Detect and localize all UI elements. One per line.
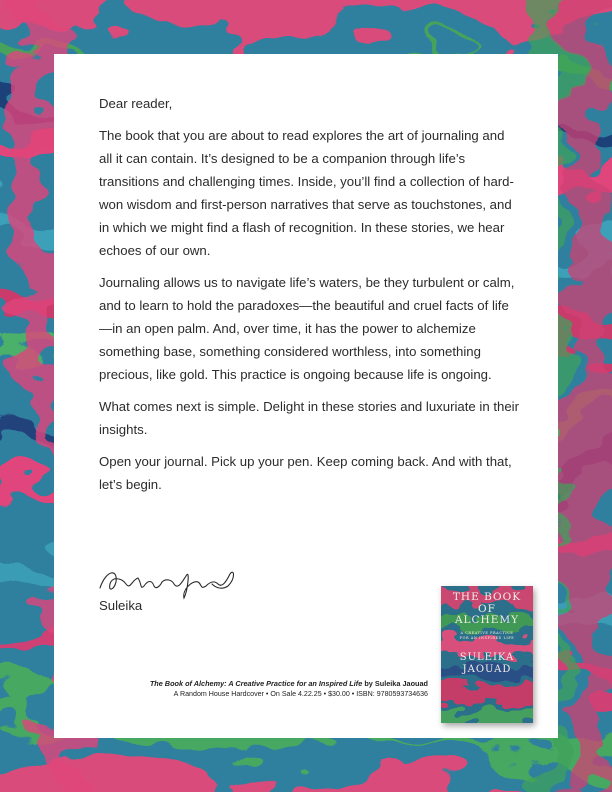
paragraph-1: The book that you are about to read explores the art of journaling and all it can contain. It’s designed to be a companion through life’s transitions and challenging times. Inside, you’ll find a collection of hard-won wisdom and first-person narratives that serve as touchstones, and in which we might find a flash of recognition. In these stories, we hear echoes of our own. [99, 128, 514, 258]
paragraph-2: Journaling allows us to navigate life’s waters, be they turbulent or calm, and to learn to hold the paradoxes—the beautiful and cruel facts of life—in an open palm. And, over time, it has the power to alchemize something base, something considered worthless, into something precious, like gold. This practice is ongoing because life is ongoing. [99, 275, 515, 382]
book-cover-image [441, 586, 533, 723]
credit-title-line [108, 679, 428, 688]
book-cover-author: SULEIKA JAOUAD [459, 652, 515, 675]
signer-name: Suleika [99, 598, 143, 613]
book-cover-title: THE BOOK OF ALCHEMY [452, 591, 522, 626]
greeting: Dear reader, [99, 96, 173, 111]
credit-book-title: The Book of Alchemy: A Creative Practice for an Inspired Life [149, 679, 363, 688]
letter-body [99, 92, 519, 505]
credit-details: A Random House Hardcover • On Sale 4.22.25 • $30.00 • ISBN: 9780593734636 [173, 690, 428, 698]
book-credit [108, 679, 428, 698]
handwritten-signature [96, 560, 246, 600]
credit-author: by Suleika Jaouad [362, 679, 428, 688]
book-cover-subtitle: A CREATIVE PRACTICE FOR AN INSPIRED LIFE [459, 631, 515, 640]
paragraph-3: What comes next is simple. Delight in these stories and luxuriate in their insights. [99, 399, 519, 437]
paragraph-4: Open your journal. Pick up your pen. Keep coming back. And with that, let’s begin. [99, 454, 512, 492]
letter-card [54, 54, 558, 738]
